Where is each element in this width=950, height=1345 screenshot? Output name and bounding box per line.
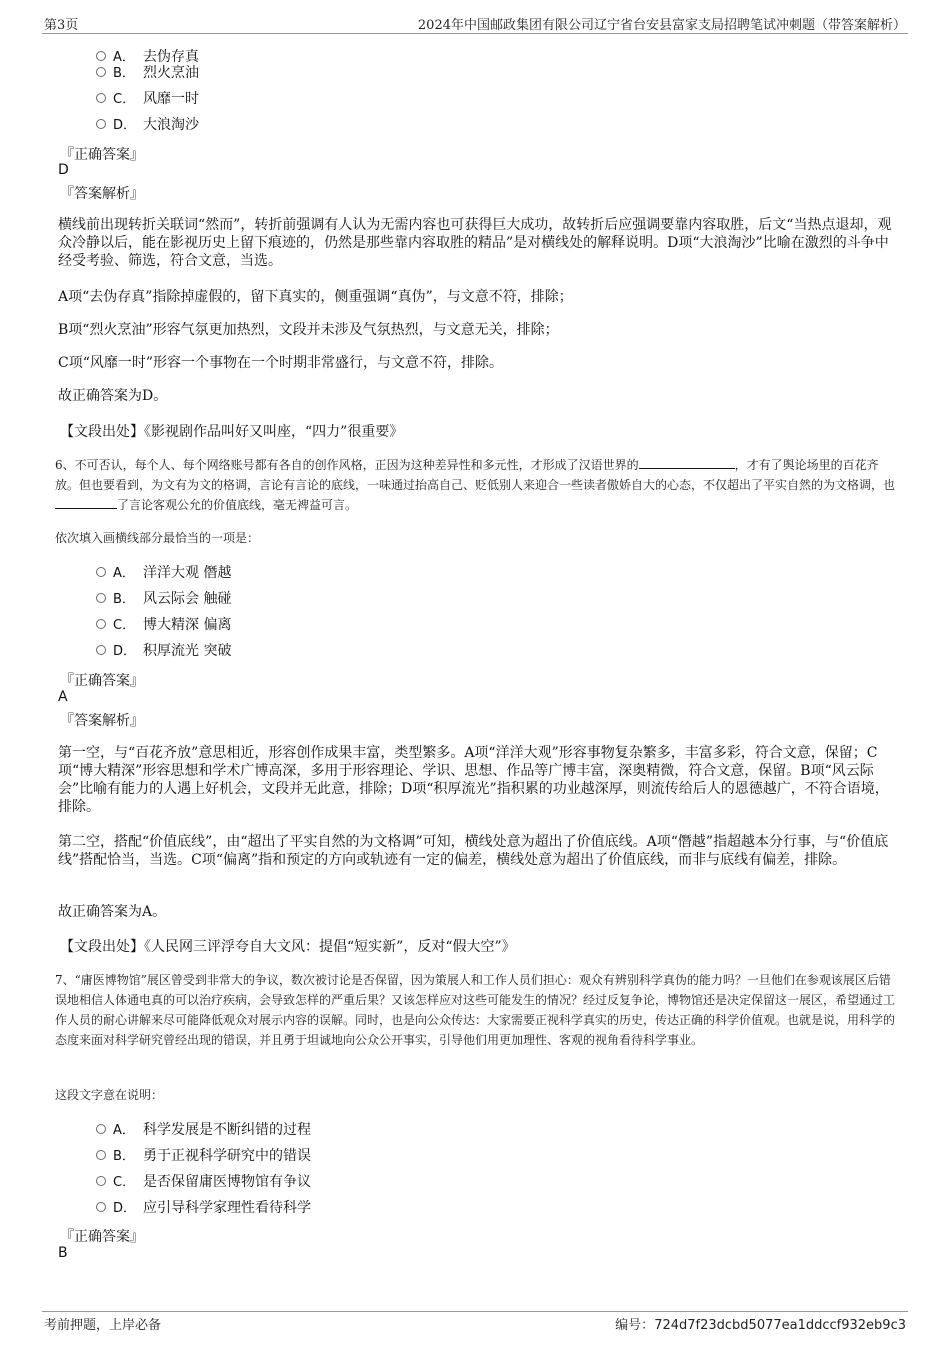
footer-divider (42, 1311, 908, 1312)
q6-analysis-paragraph: 第一空，与“百花齐放”意思相近，形容创作成果丰富，类型繁多。A项“洋洋大观”形容事物复杂繁多，丰富多彩，符合文意，保留；C项“博大精深”形容思想和学术广博高深，多用于形容理论、学识、思想、作品等广博丰富，深奥精微，符合文意，保留。B项“风云际会”比喻有能力的人遇上好机会，文段并无此意，排除；D项“积厚流光”指积累的功业越深厚，则流传给后人的恩德越广，不符合语境，排除。 (58, 745, 889, 815)
q7-prompt: 这段文字意在说明： (55, 1088, 164, 1102)
q6-option-d[interactable]: D． 积厚流光 突破 (96, 641, 231, 661)
q7-answer: B (58, 1245, 68, 1261)
radio-icon[interactable] (96, 1124, 106, 1134)
radio-icon[interactable] (96, 119, 106, 129)
q6-option-a[interactable]: A． 洋洋大观 僭越 (96, 563, 231, 583)
radio-icon[interactable] (96, 1202, 106, 1212)
q7-option-c[interactable]: C． 是否保留庸医博物馆有争议 (96, 1172, 311, 1192)
q5-source: 【文段出处】《影视剧作品叫好又叫座，“四力”很重要》 (60, 424, 404, 440)
document-title: 2024年中国邮政集团有限公司辽宁省台安县富家支局招聘笔试冲刺题（带答案解析） (417, 18, 906, 33)
q5-analysis-label: 『答案解析』 (60, 186, 144, 202)
radio-icon[interactable] (96, 51, 106, 61)
radio-icon[interactable] (96, 1150, 106, 1160)
q5-option-b[interactable]: B． 烈火烹油 (96, 63, 199, 83)
radio-icon[interactable] (96, 93, 106, 103)
q7-stem: 7、“庸医博物馆”展区曾受到非常大的争议，数次被讨论是否保留，因为策展人和工作人员们担心：观众有辨别科学真伪的能力吗？一旦他们在参观该展区后错误地相信人体通电真的可以治疗疾病，会导致怎样的严重后果？又该怎样应对这些可能发生的情况？经过反复争论，博物馆还是决定保留这一展区，希望通过工作人员的耐心讲解来尽可能降低观众对展示内容的误解。同时，也是向公众传达：大家需要正视科学真实的历史，传达正确的科学价值观。也就是说，用科学的态度来面对科学研究曾经出现的错误，并且勇于坦诚地向公众公开事实，引导他们用更加理性、客观的视角看待科学事业。 (55, 973, 896, 1047)
q5-option-c[interactable]: C． 风靡一时 (96, 89, 199, 109)
q5-analysis-paragraph: A项“去伪存真”指除掉虚假的，留下真实的，侧重强调“真伪”，与文意不符，排除； (58, 289, 573, 305)
q6-analysis-paragraph: 第二空，搭配“价值底线”，由“超出了平实自然的为文格调”可知，横线处意为超出了价值底线。A项“僭越”指超越本分行事，与“价值底线”搭配恰当，当选。C项“偏离”指和预定的方向或轨迹有一定的偏差，横线处意为超出了价值底线，而非与底线有偏差，排除。 (58, 834, 889, 868)
q6-answer: A (58, 689, 68, 705)
radio-icon[interactable] (96, 567, 106, 577)
q7-option-a[interactable]: A． 科学发展是不断纠错的过程 (96, 1120, 311, 1140)
q7-option-b[interactable]: B． 勇于正视科学研究中的错误 (96, 1146, 311, 1166)
q6-analysis-label: 『答案解析』 (60, 713, 144, 729)
page-number: 第3页 (44, 18, 79, 33)
q6-option-c[interactable]: C． 博大精深 偏离 (96, 615, 231, 635)
footer-code: 编号：724d7f23dcbd5077ea1ddccf932eb9c3 (615, 1318, 906, 1333)
q5-answer: D (58, 162, 69, 178)
header-divider (42, 33, 908, 34)
q7-option-d[interactable]: D． 应引导科学家理性看待科学 (96, 1198, 311, 1218)
radio-icon[interactable] (96, 645, 106, 655)
q6-stem: 6、不可否认，每个人、每个网络账号都有各自的创作风格，正因为这种差异性和多元性，才形成了汉语世界的 ，才有了舆论场里的百花齐放。但也要看到，为文有为文的格调，言论有言论的底线，一味通过抬高自己、贬低别人来迎合一些读者傲娇自大的心态，不仅超出了平实自然的为文格调，也了言论客观公允的价值底线，毫无裨益可言。 (55, 458, 896, 512)
q6-analysis-paragraph: 故正确答案为A。 (58, 904, 167, 920)
q5-analysis-paragraph: 故正确答案为D。 (58, 388, 168, 404)
radio-icon[interactable] (96, 1176, 106, 1186)
q7-answer-label: 『正确答案』 (60, 1229, 144, 1245)
radio-icon[interactable] (96, 67, 106, 77)
q6-answer-label: 『正确答案』 (60, 673, 144, 689)
fill-blank[interactable] (639, 456, 735, 469)
q5-option-a[interactable]: A． 去伪存真 (96, 47, 199, 67)
q6-source: 【文段出处】《人民网三评浮夸自大文风：提倡“短实新”，反对“假大空”》 (60, 939, 516, 955)
radio-icon[interactable] (96, 593, 106, 603)
q5-answer-label: 『正确答案』 (60, 147, 144, 163)
q5-option-d[interactable]: D． 大浪淘沙 (96, 115, 199, 135)
q5-analysis-paragraph: C项“风靡一时”形容一个事物在一个时期非常盛行，与文意不符，排除。 (58, 355, 504, 371)
q5-analysis-paragraph: B项“烈火烹油”形容气氛更加热烈，文段并未涉及气氛热烈，与文意无关，排除； (58, 322, 559, 338)
q5-analysis-paragraph: 横线前出现转折关联词“然而”，转折前强调有人认为无需内容也可获得巨大成功，故转折后应强调要靠内容取胜，后文“当热点退却，观众冷静以后，能在影视历史上留下痕迹的，仍然是那些靠内容取胜的精品”是对横线处的解释说明。D项“大浪淘沙”比喻在激烈的斗争中经受考验、筛选，符合文意，当选。 (58, 217, 892, 269)
q6-option-b[interactable]: B． 风云际会 触碰 (96, 589, 231, 609)
footer-slogan: 考前押题，上岸必备 (44, 1318, 162, 1333)
fill-blank[interactable] (55, 496, 117, 509)
q6-prompt: 依次填入画横线部分最恰当的一项是： (55, 531, 260, 545)
radio-icon[interactable] (96, 619, 106, 629)
